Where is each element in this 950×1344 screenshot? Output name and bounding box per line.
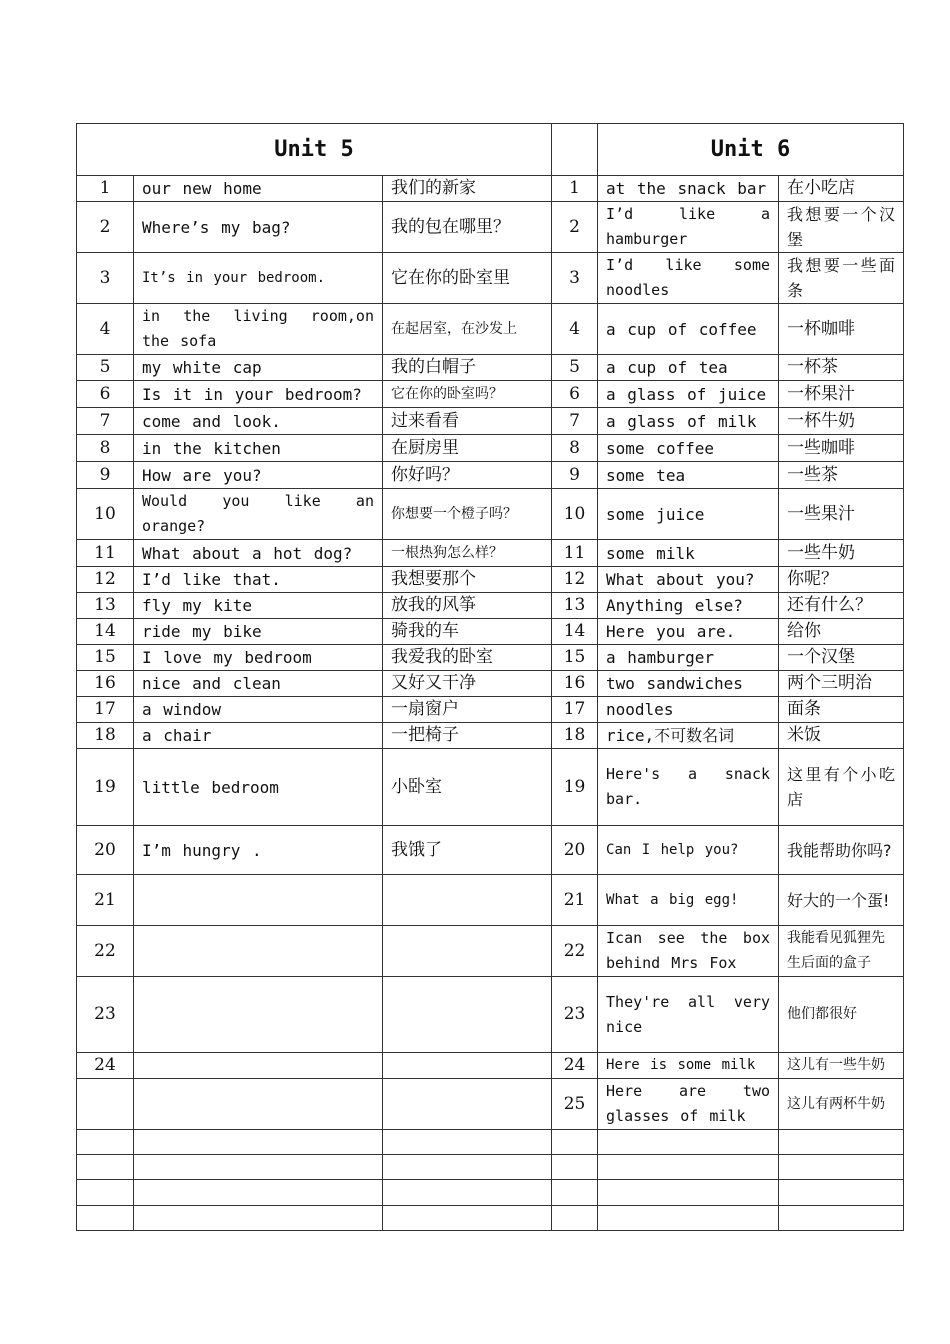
table-row [77, 253, 904, 304]
unit5-english-cell [134, 1130, 383, 1155]
unit6-english-cell: Can I help you? [598, 826, 779, 875]
unit5-chinese-cell: 我的白帽子 [383, 355, 552, 381]
unit6-number-cell: 6 [552, 381, 598, 408]
unit5-number-cell: 8 [77, 435, 134, 462]
unit6-english-cell: two sandwiches [598, 671, 779, 697]
unit6-chinese-cell: 好大的一个蛋! [779, 875, 904, 926]
unit6-english-cell: a cup of tea [598, 355, 779, 381]
unit5-number-cell: 17 [77, 697, 134, 723]
header-spacer-cell [552, 124, 598, 176]
unit5-english-cell: Where’s my bag? [134, 202, 383, 253]
vocabulary-table [76, 123, 904, 1231]
table-row [77, 202, 904, 253]
unit6-english-cell: Here are two glasses of milk [598, 1079, 779, 1130]
unit6-number-cell [552, 1130, 598, 1155]
unit6-chinese-cell: 一些果汁 [779, 489, 904, 540]
unit6-number-cell: 16 [552, 671, 598, 697]
unit5-english-cell: I’m hungry . [134, 826, 383, 875]
unit6-number-cell: 9 [552, 462, 598, 489]
table-row [77, 1130, 904, 1155]
unit5-english-cell: our new home [134, 176, 383, 202]
unit6-english-cell: a glass of milk [598, 408, 779, 435]
unit6-english-cell: some tea [598, 462, 779, 489]
unit6-chinese-cell: 一个汉堡 [779, 645, 904, 671]
unit6-number-cell [552, 1206, 598, 1231]
unit6-english-cell: a hamburger [598, 645, 779, 671]
unit5-number-cell: 14 [77, 619, 134, 645]
unit6-number-cell: 8 [552, 435, 598, 462]
unit6-english-cell [598, 1155, 779, 1180]
unit5-chinese-cell: 你好吗？ [383, 462, 552, 489]
unit5-number-cell: 11 [77, 540, 134, 567]
unit6-number-cell: 10 [552, 489, 598, 540]
unit6-english-cell: a cup of coffee [598, 304, 779, 355]
unit6-english-cell: What about you? [598, 567, 779, 593]
unit5-english-cell [134, 875, 383, 926]
unit6-english-cell: noodles [598, 697, 779, 723]
unit5-english-cell: nice and clean [134, 671, 383, 697]
unit5-number-cell: 5 [77, 355, 134, 381]
unit5-chinese-cell: 一扇窗户 [383, 697, 552, 723]
unit6-chinese-cell [779, 1206, 904, 1231]
unit5-number-cell: 23 [77, 977, 134, 1053]
unit6-english-cell: Here you are. [598, 619, 779, 645]
unit6-chinese-cell: 一些咖啡 [779, 435, 904, 462]
unit5-chinese-cell: 我饿了 [383, 826, 552, 875]
unit5-number-cell [77, 1130, 134, 1155]
unit6-number-cell: 7 [552, 408, 598, 435]
unit5-chinese-cell: 你想要一个橙子吗？ [383, 489, 552, 540]
unit6-number-cell: 19 [552, 749, 598, 826]
unit6-number-cell: 18 [552, 723, 598, 749]
unit5-chinese-cell: 骑我的车 [383, 619, 552, 645]
table-row [77, 355, 904, 381]
unit5-number-cell: 13 [77, 593, 134, 619]
unit6-number-cell: 15 [552, 645, 598, 671]
table-row [77, 875, 904, 926]
unit5-number-cell: 16 [77, 671, 134, 697]
unit5-english-cell [134, 1180, 383, 1206]
unit5-chinese-cell: 小卧室 [383, 749, 552, 826]
unit5-chinese-cell: 它在你的卧室吗？ [383, 381, 552, 408]
table-row [77, 645, 904, 671]
unit6-chinese-cell: 我能看见狐狸先生后面的盒子 [779, 926, 904, 977]
unit5-number-cell: 12 [77, 567, 134, 593]
unit5-english-cell: I’d like that. [134, 567, 383, 593]
unit5-number-cell [77, 1079, 134, 1130]
table-row [77, 489, 904, 540]
table-row [77, 540, 904, 567]
unit6-number-cell: 23 [552, 977, 598, 1053]
unit5-english-cell [134, 926, 383, 977]
table-row [77, 671, 904, 697]
unit6-chinese-cell: 一杯果汁 [779, 381, 904, 408]
unit6-number-cell: 21 [552, 875, 598, 926]
unit-5-title: Unit 5 [77, 124, 552, 176]
unit5-chinese-cell [383, 875, 552, 926]
unit5-chinese-cell: 又好又干净 [383, 671, 552, 697]
unit5-number-cell: 9 [77, 462, 134, 489]
unit5-english-cell: my white cap [134, 355, 383, 381]
table-row [77, 619, 904, 645]
unit5-english-cell [134, 1155, 383, 1180]
unit5-number-cell [77, 1155, 134, 1180]
unit5-chinese-cell [383, 977, 552, 1053]
unit5-chinese-cell [383, 1206, 552, 1231]
table-row [77, 697, 904, 723]
unit5-number-cell: 4 [77, 304, 134, 355]
unit6-chinese-cell: 一些牛奶 [779, 540, 904, 567]
unit5-chinese-cell: 我想要那个 [383, 567, 552, 593]
unit6-number-cell [552, 1155, 598, 1180]
unit5-number-cell: 10 [77, 489, 134, 540]
unit6-english-cell [598, 1130, 779, 1155]
unit6-english-cell: a glass of juice [598, 381, 779, 408]
table-row [77, 435, 904, 462]
table-row [77, 723, 904, 749]
unit6-english-cell: at the snack bar [598, 176, 779, 202]
unit6-chinese-cell: 我想要一些面条 [779, 253, 904, 304]
unit5-chinese-cell: 它在你的卧室里 [383, 253, 552, 304]
unit6-english-cell: some juice [598, 489, 779, 540]
table-row [77, 1053, 904, 1079]
unit6-english-cell: some coffee [598, 435, 779, 462]
unit6-number-cell: 1 [552, 176, 598, 202]
unit6-number-cell: 14 [552, 619, 598, 645]
unit6-chinese-cell: 这儿有两杯牛奶 [779, 1079, 904, 1130]
unit5-chinese-cell: 一根热狗怎么样？ [383, 540, 552, 567]
table-row [77, 1206, 904, 1231]
unit6-chinese-cell: 米饭 [779, 723, 904, 749]
table-row [77, 176, 904, 202]
header-row [77, 124, 904, 176]
unit5-chinese-cell [383, 1079, 552, 1130]
unit5-english-cell: It’s in your bedroom. [134, 253, 383, 304]
unit6-chinese-cell: 我想要一个汉堡 [779, 202, 904, 253]
unit5-number-cell: 2 [77, 202, 134, 253]
unit6-number-cell [552, 1180, 598, 1206]
unit6-english-cell: rice,不可数名词 [598, 723, 779, 749]
unit5-english-cell [134, 1053, 383, 1079]
unit5-number-cell: 18 [77, 723, 134, 749]
unit6-number-cell: 2 [552, 202, 598, 253]
unit6-chinese-cell: 这儿有一些牛奶 [779, 1053, 904, 1079]
unit6-number-cell: 11 [552, 540, 598, 567]
unit5-english-cell [134, 1079, 383, 1130]
unit6-chinese-cell: 他们都很好 [779, 977, 904, 1053]
unit5-chinese-cell [383, 1180, 552, 1206]
unit5-number-cell: 1 [77, 176, 134, 202]
unit6-number-cell: 25 [552, 1079, 598, 1130]
unit6-chinese-cell: 你呢？ [779, 567, 904, 593]
unit6-english-cell: They're all very nice [598, 977, 779, 1053]
unit5-chinese-cell: 一把椅子 [383, 723, 552, 749]
unit6-english-cell: I’d like some noodles [598, 253, 779, 304]
unit5-english-cell: How are you? [134, 462, 383, 489]
unit5-chinese-cell: 过来看看 [383, 408, 552, 435]
unit5-number-cell: 6 [77, 381, 134, 408]
unit6-number-cell: 13 [552, 593, 598, 619]
unit5-english-cell: Is it in your bedroom? [134, 381, 383, 408]
unit6-chinese-cell: 面条 [779, 697, 904, 723]
table-row [77, 1155, 904, 1180]
unit6-english-cell: What a big egg! [598, 875, 779, 926]
unit5-number-cell: 19 [77, 749, 134, 826]
unit5-english-cell: come and look. [134, 408, 383, 435]
unit6-number-cell: 17 [552, 697, 598, 723]
unit6-chinese-cell: 给你 [779, 619, 904, 645]
unit6-english-cell: Here's a snack bar. [598, 749, 779, 826]
unit5-chinese-cell [383, 1155, 552, 1180]
unit6-number-cell: 12 [552, 567, 598, 593]
unit6-number-cell: 22 [552, 926, 598, 977]
unit6-chinese-cell: 在小吃店 [779, 176, 904, 202]
unit6-english-cell [598, 1180, 779, 1206]
unit6-english-cell: Here is some milk [598, 1053, 779, 1079]
unit5-english-cell: a chair [134, 723, 383, 749]
unit6-number-cell: 5 [552, 355, 598, 381]
unit5-number-cell: 22 [77, 926, 134, 977]
unit5-chinese-cell: 我的包在哪里？ [383, 202, 552, 253]
unit6-english-cell: Ican see the box behind Mrs Fox [598, 926, 779, 977]
unit6-chinese-cell: 一杯茶 [779, 355, 904, 381]
unit5-english-cell: What about a hot dog? [134, 540, 383, 567]
unit6-chinese-cell: 一些茶 [779, 462, 904, 489]
unit5-number-cell: 15 [77, 645, 134, 671]
unit5-english-cell [134, 1206, 383, 1231]
unit5-english-cell: in the living room,on the sofa [134, 304, 383, 355]
table-row [77, 826, 904, 875]
unit6-chinese-cell: 一杯牛奶 [779, 408, 904, 435]
unit5-number-cell: 20 [77, 826, 134, 875]
table-row [77, 593, 904, 619]
unit6-number-cell: 20 [552, 826, 598, 875]
unit-6-title: Unit 6 [598, 124, 904, 176]
table-row [77, 1079, 904, 1130]
unit6-chinese-cell: 还有什么？ [779, 593, 904, 619]
unit5-number-cell: 21 [77, 875, 134, 926]
table-row [77, 1180, 904, 1206]
unit6-english-cell: Anything else? [598, 593, 779, 619]
unit6-chinese-cell [779, 1180, 904, 1206]
unit5-chinese-cell: 在厨房里 [383, 435, 552, 462]
unit6-chinese-cell: 我能帮助你吗? [779, 826, 904, 875]
unit5-number-cell [77, 1180, 134, 1206]
unit5-english-cell: fly my kite [134, 593, 383, 619]
unit6-chinese-cell [779, 1130, 904, 1155]
unit5-english-cell [134, 977, 383, 1053]
table-row [77, 749, 904, 826]
unit5-english-cell: I love my bedroom [134, 645, 383, 671]
table-row [77, 926, 904, 977]
unit6-english-cell: I’d like a hamburger [598, 202, 779, 253]
unit6-english-cell [598, 1206, 779, 1231]
unit5-chinese-cell [383, 1053, 552, 1079]
table-row [77, 462, 904, 489]
unit5-chinese-cell [383, 926, 552, 977]
table-row [77, 977, 904, 1053]
table-row [77, 304, 904, 355]
table-row [77, 567, 904, 593]
unit6-number-cell: 3 [552, 253, 598, 304]
unit5-number-cell: 24 [77, 1053, 134, 1079]
unit6-english-cell: some milk [598, 540, 779, 567]
unit5-number-cell: 3 [77, 253, 134, 304]
unit5-english-cell: Would you like an orange? [134, 489, 383, 540]
unit5-number-cell [77, 1206, 134, 1231]
unit6-chinese-cell: 两个三明治 [779, 671, 904, 697]
table-row [77, 381, 904, 408]
unit6-chinese-cell: 这里有个小吃店 [779, 749, 904, 826]
unit5-english-cell: in the kitchen [134, 435, 383, 462]
unit5-english-cell: little bedroom [134, 749, 383, 826]
unit5-chinese-cell: 在起居室，在沙发上 [383, 304, 552, 355]
unit5-english-cell: a window [134, 697, 383, 723]
unit6-number-cell: 4 [552, 304, 598, 355]
unit6-chinese-cell: 一杯咖啡 [779, 304, 904, 355]
unit5-number-cell: 7 [77, 408, 134, 435]
unit5-chinese-cell: 放我的风筝 [383, 593, 552, 619]
unit5-chinese-cell: 我们的新家 [383, 176, 552, 202]
unit5-chinese-cell [383, 1130, 552, 1155]
unit5-english-cell: ride my bike [134, 619, 383, 645]
unit6-number-cell: 24 [552, 1053, 598, 1079]
unit6-chinese-cell [779, 1155, 904, 1180]
table-row [77, 408, 904, 435]
unit5-chinese-cell: 我爱我的卧室 [383, 645, 552, 671]
